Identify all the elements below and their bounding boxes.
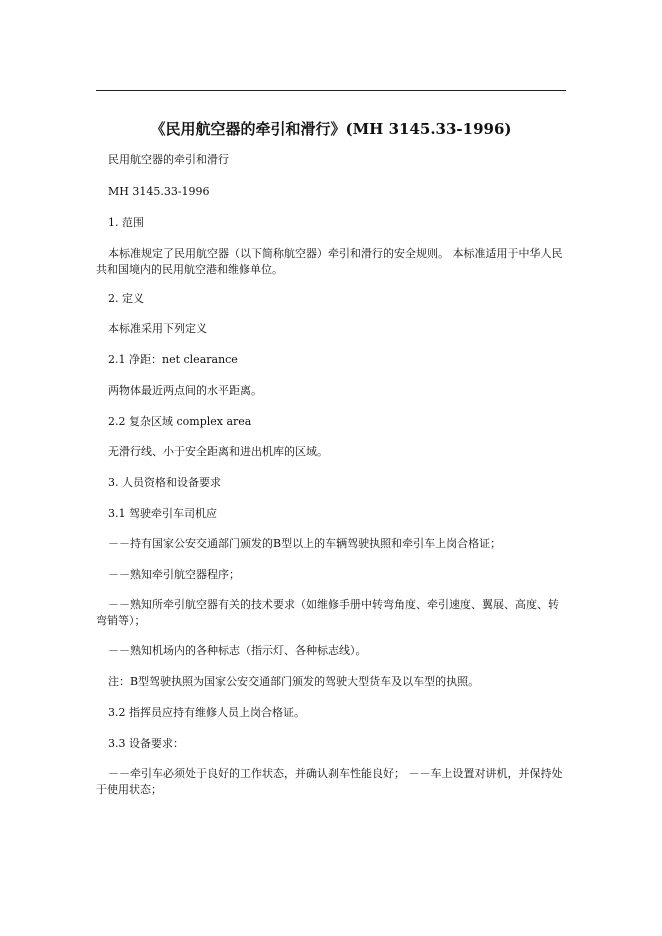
header-rule <box>96 90 566 91</box>
section-heading-scope: 1. 范围 <box>108 216 144 229</box>
definition-text-net-clearance: 两物体最近两点间的水平距离。 <box>108 384 262 397</box>
paragraph-subtitle: 民用航空器的牵引和滑行 <box>108 153 229 166</box>
list-item-driver-license: －－持有国家公安交通部门颁发的B型以上的车辆驾驶执照和牵引车上岗合格证； <box>108 537 502 550</box>
document-title: 《民用航空器的牵引和滑行》(MH 3145.33-1996) <box>150 120 512 138</box>
section-heading-definitions: 2. 定义 <box>108 292 144 305</box>
definition-term-net-clearance: 2.1 净距：net clearance <box>108 353 238 366</box>
list-item-technical-requirements: －－熟知所牵引航空器有关的技术要求（如维修手册中转弯角度、牵引速度、翼展、高度、转弯销等）； <box>96 598 559 627</box>
subsection-heading-driver: 3.1 驾驶牵引车司机应 <box>108 507 217 520</box>
definition-text-complex-area: 无滑行线、小于安全距离和进出机库的区域。 <box>108 445 328 458</box>
paragraph-standard-code: MH 3145.33-1996 <box>108 185 210 198</box>
subsection-heading-equipment: 3.3 设备要求： <box>108 737 184 750</box>
paragraph-note: 注：B型驾驶执照为国家公安交通部门颁发的驾驶大型货车及以车型的执照。 <box>108 675 480 688</box>
subsection-heading-commander: 3.2 指挥员应持有维修人员上岗合格证。 <box>108 706 305 719</box>
list-item-airport-signs: －－熟知机场内的各种标志（指示灯、各种标志线）。 <box>108 644 367 657</box>
section-heading-requirements: 3. 人员资格和设备要求 <box>108 476 221 489</box>
paragraph-scope: 本标准规定了民用航空器（以下简称航空器）牵引和滑行的安全规则。 本标准适用于中华人民共和国境内的民用航空港和维修单位。 <box>96 247 563 276</box>
list-item-towing-procedure: －－熟知牵引航空器程序； <box>108 568 240 581</box>
paragraph-definitions-intro: 本标准采用下列定义 <box>108 322 207 335</box>
definition-term-complex-area: 2.2 复杂区域 complex area <box>108 415 252 428</box>
list-item-equipment: －－牵引车必须处于良好的工作状态，并确认刹车性能良好； －－车上设置对讲机，并保持处于使用状态； <box>96 767 563 796</box>
